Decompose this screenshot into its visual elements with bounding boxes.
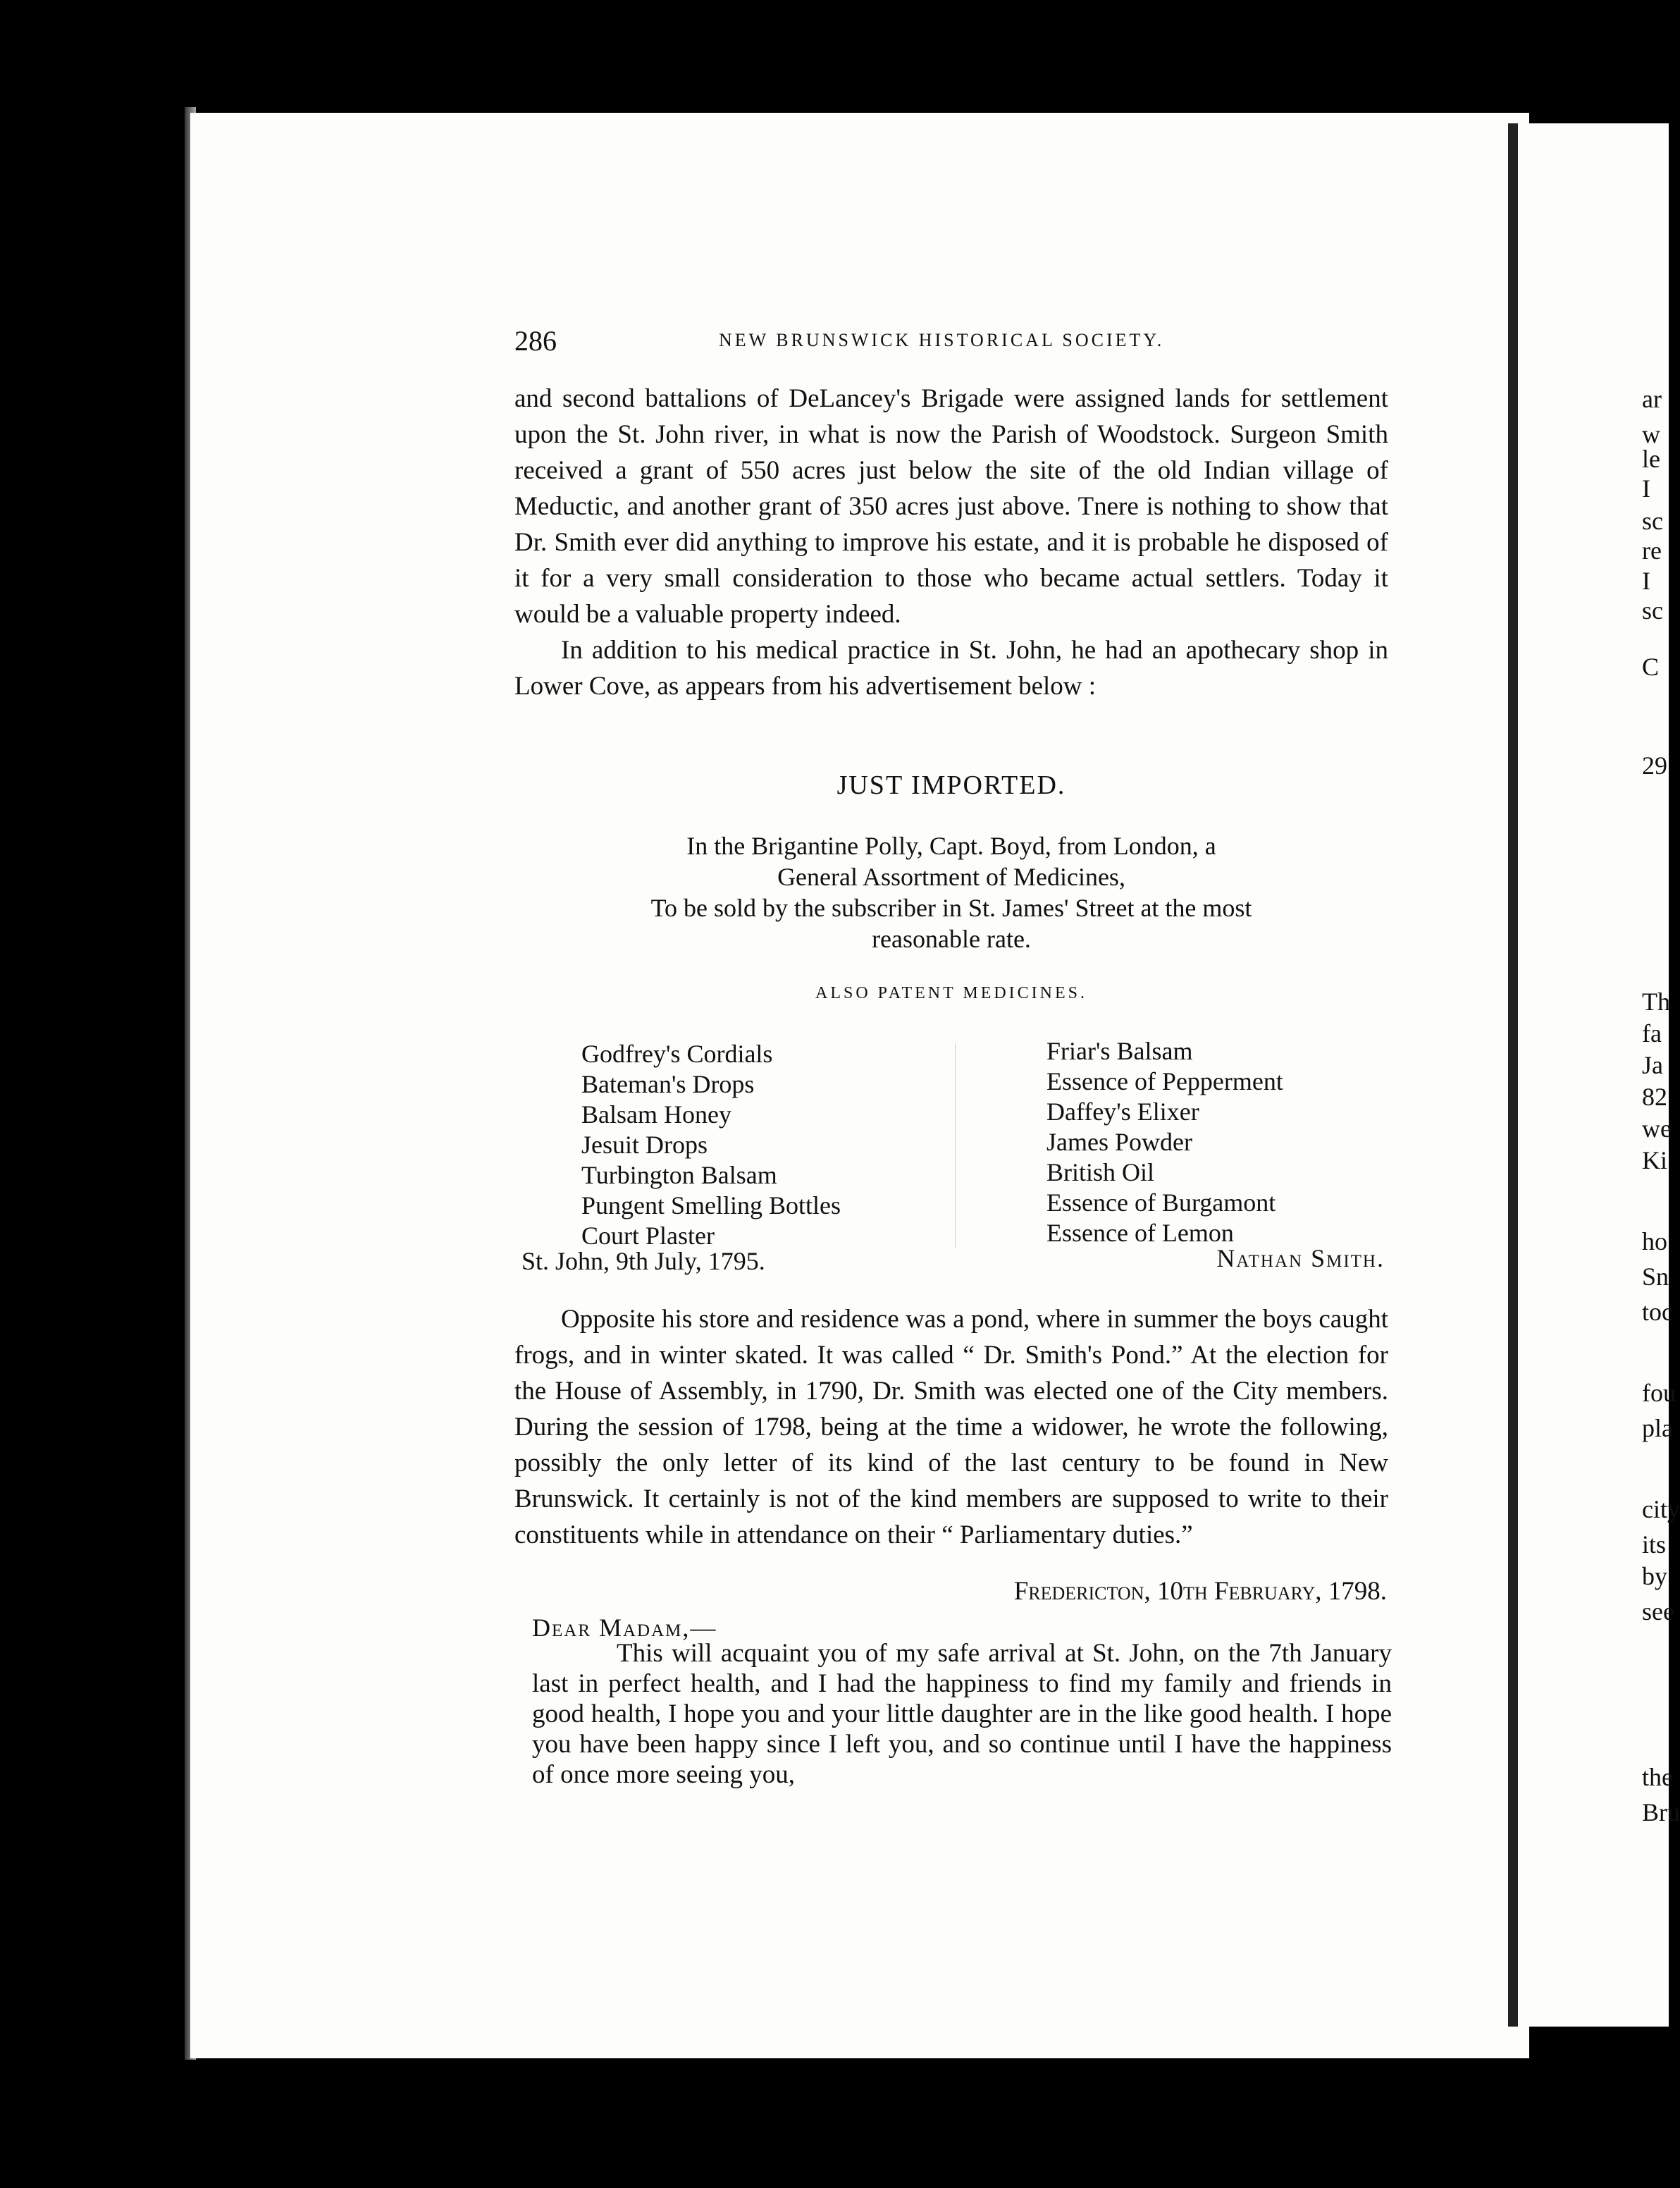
facing-page-fragment: toc xyxy=(1642,1298,1673,1326)
ad-line: To be sold by the subscriber in St. James' Street at the most xyxy=(650,894,1252,922)
facing-page-fragment: 29 xyxy=(1642,751,1667,780)
paragraph-2: In addition to his medical practice in St. John, he had an apothecary shop in Lower Cove, as appears from his advertisement below : xyxy=(514,636,1388,701)
facing-page-fragment: the xyxy=(1642,1763,1673,1791)
facing-page-fragment: Ki xyxy=(1642,1146,1667,1174)
list-item: Essence of Lemon xyxy=(1046,1219,1234,1247)
letter-salutation: Dear Madam,— xyxy=(532,1614,717,1642)
facing-page-fragment: Ja xyxy=(1642,1051,1663,1079)
facing-page-fragment: Bru xyxy=(1642,1798,1680,1826)
facing-page-fragment: ar xyxy=(1642,385,1662,413)
facing-page-fragment: its xyxy=(1642,1530,1667,1559)
ad-title: JUST IMPORTED. xyxy=(836,770,1066,800)
facing-page-fragment: by xyxy=(1642,1562,1667,1590)
facing-page-fragment: city xyxy=(1642,1495,1680,1523)
ad-place-date: St. John, 9th July, 1795. xyxy=(521,1247,765,1275)
list-item: Balsam Honey xyxy=(581,1100,731,1129)
facing-page-fragment: fou xyxy=(1642,1379,1676,1407)
letter-body xyxy=(532,1638,1392,1790)
ad-subtitle: ALSO PATENT MEDICINES. xyxy=(815,984,1088,1002)
ad-line: In the Brigantine Polly, Capt. Boyd, from London, a xyxy=(686,832,1216,860)
ad-signature: Nathan Smith. xyxy=(1216,1244,1385,1272)
facing-page-fragment: Th xyxy=(1642,988,1670,1016)
medicine-list-left xyxy=(581,1039,841,1251)
facing-page-fragment: le xyxy=(1642,445,1660,473)
list-item: Jesuit Drops xyxy=(581,1131,708,1159)
list-item: Daffey's Elixer xyxy=(1046,1098,1199,1126)
facing-page-fragment: sc xyxy=(1642,596,1663,625)
paragraph-1: and second battalions of DeLancey's Brigade were assigned lands for settlement upon the St. John river, in what is now the Parish of Woodstock. Surgeon Smith received a grant of 550 acres just below the site of the old Indian village of Meductic, and another grant of 350 acres just above. Tnere is nothing to show that Dr. Smith ever did anything to improve his estate, and it is probable he disposed of it for a very small consideration to those who became actual settlers. Today it would be a valuable property indeed. xyxy=(514,384,1388,629)
list-item: Friar's Balsam xyxy=(1046,1037,1193,1065)
list-item: James Powder xyxy=(1046,1128,1192,1156)
list-item: British Oil xyxy=(1046,1158,1155,1186)
facing-page-fragment: Sn xyxy=(1642,1262,1669,1291)
opening-text xyxy=(514,381,1388,704)
facing-page-fragment: see xyxy=(1642,1597,1674,1625)
paragraph-3: Opposite his store and residence was a pond, where in summer the boys caught frogs, and in winter skated. It was called “ Dr. Smith's Pond.” At the election for the House of Assembly, in 1790, Dr. Smith was elected one of the City members. During the session of 1798, being at the time a widower, he wrote the following, possibly the only letter of its kind of the last century to be found in New Brunswick. It certainly is not of the kind members are supposed to write to their constituents while in attendance on their “ Parliamentary duties.” xyxy=(514,1305,1388,1549)
facing-page-fragment: we xyxy=(1642,1114,1672,1143)
list-item: Essence of Burgamont xyxy=(1046,1188,1276,1217)
list-item: Godfrey's Cordials xyxy=(581,1040,773,1068)
facing-page-fragment: sc xyxy=(1642,507,1663,535)
facing-page-fragment: I xyxy=(1642,567,1650,595)
facing-page-fragment: w xyxy=(1642,420,1660,448)
facing-page-fragment: 82 xyxy=(1642,1083,1667,1111)
medicine-list-right xyxy=(1046,1036,1283,1248)
facing-page-fragment: I xyxy=(1642,474,1650,503)
letter-date: Fredericton, 10th February, 1798. xyxy=(1013,1577,1387,1606)
page-number: 286 xyxy=(514,325,557,357)
ad-lines xyxy=(514,830,1388,954)
paragraph-3-block xyxy=(514,1301,1388,1553)
facing-page-fragment: C xyxy=(1642,653,1660,681)
facing-page-fragment: pla xyxy=(1642,1414,1673,1442)
list-item: Essence of Pepperment xyxy=(1046,1067,1283,1095)
running-title: NEW BRUNSWICK HISTORICAL SOCIETY. xyxy=(719,330,1165,350)
facing-page-fragment: ho xyxy=(1642,1227,1667,1255)
ad-line: General Assortment of Medicines, xyxy=(777,863,1125,891)
list-item: Turbington Balsam xyxy=(581,1161,777,1189)
list-item: Bateman's Drops xyxy=(581,1070,755,1098)
list-item: Court Plaster xyxy=(581,1222,715,1250)
book-gutter xyxy=(1508,123,1518,2027)
facing-page-fragment: fa xyxy=(1642,1019,1662,1047)
list-item: Pungent Smelling Bottles xyxy=(581,1191,841,1219)
column-divider xyxy=(955,1043,956,1248)
facing-page-fragment: re xyxy=(1642,536,1662,565)
letter-paragraph: This will acquaint you of my safe arrival at St. John, on the 7th January last in perfect health, and I had the happiness to find my family and friends in good health, I hope you and your little daughter are in the like good health. I hope you have been happy since I left you, and so continue until I have the happiness of once more seeing you, xyxy=(532,1639,1392,1789)
ad-line: reasonable rate. xyxy=(872,925,1031,953)
